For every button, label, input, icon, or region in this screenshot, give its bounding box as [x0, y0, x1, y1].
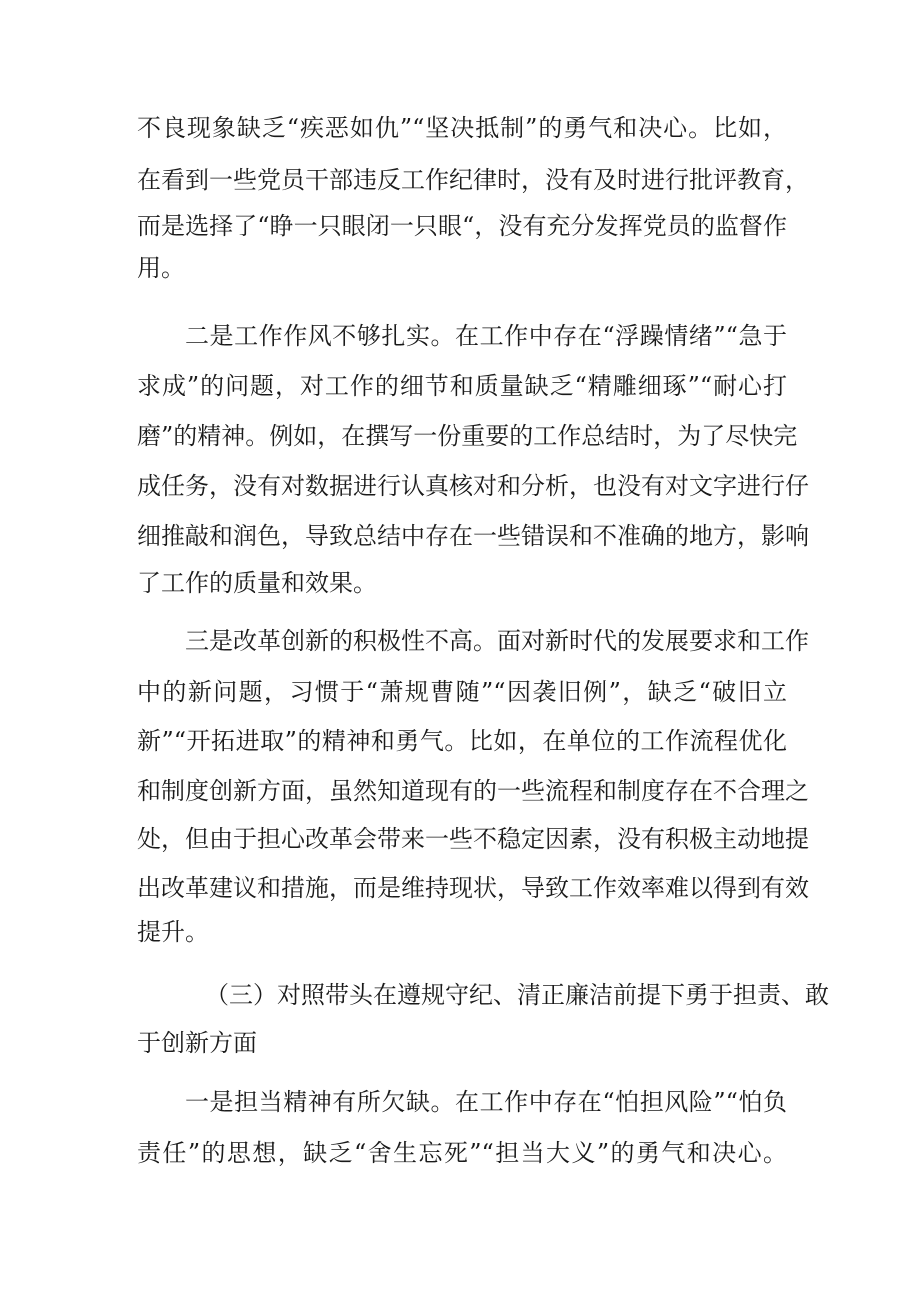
paragraph-line: 磨”的精神。例如，在撰写一份重要的工作总结时，为了尽快完	[137, 422, 798, 450]
paragraph-line: 和制度创新方面，虽然知道现有的一些流程和制度存在不合理之	[137, 777, 809, 805]
paragraph-line: 成任务，没有对数据进行认真核对和分析，也没有对文字进行仔	[137, 472, 809, 500]
paragraph-line: 在看到一些党员干部违反工作纪律时，没有及时进行批评教育，	[137, 166, 809, 194]
paragraph-line: 细推敲和润色，导致总结中存在一些错误和不准确的地方，影响	[137, 522, 809, 550]
paragraph-line: 不良现象缺乏“疾恶如仇”“坚决抵制”的勇气和决心。比如，	[137, 114, 787, 142]
paragraph-line: 新”“开拓进取”的精神和勇气。比如，在单位的工作流程优化	[137, 727, 787, 755]
paragraph-line: 提升。	[137, 918, 209, 946]
paragraph-line: 中的新问题，习惯于“萧规曹随”“因袭旧例”，缺乏“破旧立	[137, 678, 787, 706]
paragraph-line: 二是工作作风不够扎实。在工作中存在“浮躁情绪”“急于	[185, 322, 787, 350]
paragraph-line: 出改革建议和措施，而是维持现状，导致工作效率难以得到有效	[137, 874, 809, 902]
paragraph-line: 了工作的质量和效果。	[137, 569, 377, 597]
paragraph-line: 用。	[137, 254, 185, 282]
section-heading-line: （三）对照带头在遵规守纪、清正廉洁前提下勇于担责、敢	[205, 981, 829, 1009]
paragraph-line: 三是改革创新的积极性不高。面对新时代的发展要求和工作	[185, 627, 809, 655]
paragraph-line: 求成”的问题，对工作的细节和质量缺乏“精雕细琢”“耐心打	[137, 372, 787, 400]
paragraph-line: 责任”的思想，缺乏“舍生忘死”“担当大义”的勇气和决心。	[137, 1139, 787, 1167]
paragraph-line: 处，但由于担心改革会带来一些不稳定因素，没有积极主动地提	[137, 825, 809, 853]
section-heading-line: 于创新方面	[137, 1029, 257, 1057]
paragraph-line: 一是担当精神有所欠缺。在工作中存在“怕担风险”“怕负	[185, 1088, 787, 1116]
paragraph-line: 而是选择了“睁一只眼闭一只眼“，没有充分发挥党员的监督作	[137, 212, 787, 240]
